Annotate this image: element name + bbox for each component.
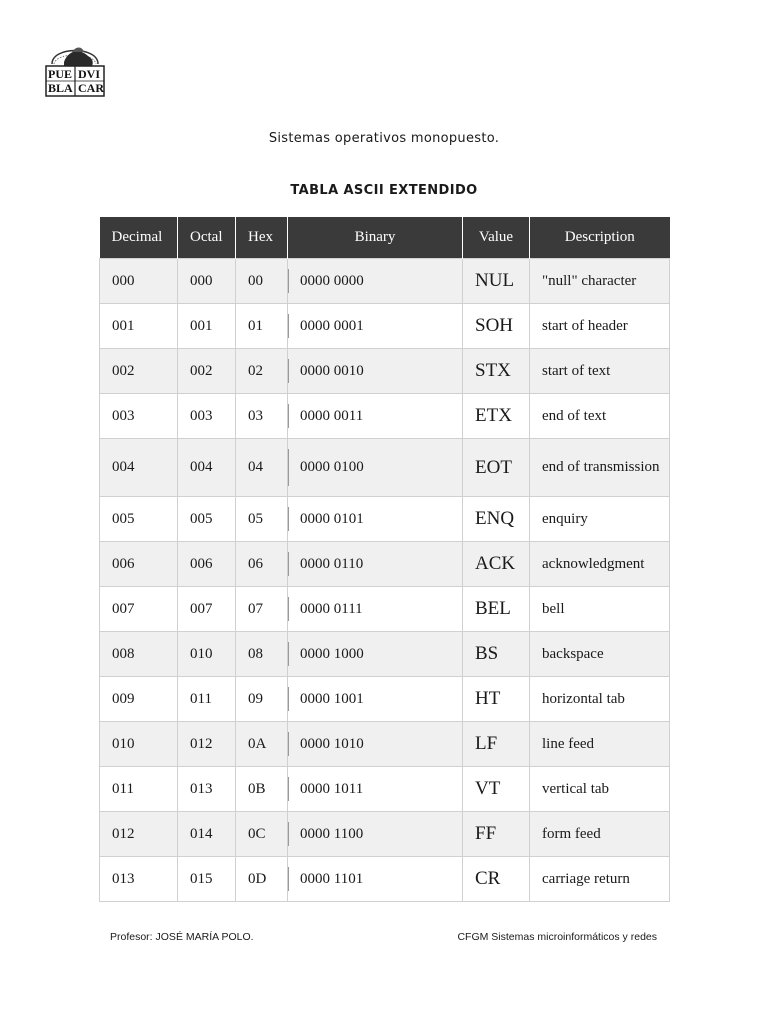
value-cell: ENQ: [463, 497, 530, 542]
value-cell: STX: [463, 349, 530, 394]
binary-cell: 0000 0010: [288, 349, 463, 394]
footer-course: CFGM Sistemas microinformáticos y redes: [457, 931, 657, 943]
table-row: [100, 857, 670, 902]
octal-cell: 012: [178, 722, 236, 767]
svg-text:DVI: DVI: [78, 67, 101, 81]
value-cell: ETX: [463, 394, 530, 439]
header-binary: Binary: [288, 217, 463, 259]
table-row: [100, 767, 670, 812]
document-title: TABLA ASCII EXTENDIDO: [290, 183, 478, 198]
hex-cell: 0A: [236, 722, 288, 767]
value-cell: FF: [463, 812, 530, 857]
decimal-cell: 006: [100, 542, 178, 587]
document-subtitle: Sistemas operativos monopuesto.: [268, 131, 500, 146]
table-row: [100, 394, 670, 439]
description-cell: start of header: [530, 304, 670, 349]
header-decimal: Decimal: [100, 217, 178, 259]
header-value: Value: [463, 217, 530, 259]
decimal-cell: 013: [100, 857, 178, 902]
description-cell: line feed: [530, 722, 670, 767]
hex-cell: 0C: [236, 812, 288, 857]
binary-cell: 0000 0100: [288, 439, 463, 497]
footer-teacher: Profesor: JOSÉ MARÍA POLO.: [110, 931, 254, 943]
octal-cell: 014: [178, 812, 236, 857]
binary-cell: 0000 1101: [288, 857, 463, 902]
description-cell: start of text: [530, 349, 670, 394]
binary-cell: 0000 1000: [288, 632, 463, 677]
binary-cell: 0000 0110: [288, 542, 463, 587]
table-row: [100, 722, 670, 767]
description-cell: end of text: [530, 394, 670, 439]
table-row: [100, 259, 670, 304]
header-description: Description: [530, 217, 670, 259]
header-octal: Octal: [178, 217, 236, 259]
hex-cell: 06: [236, 542, 288, 587]
hex-cell: 07: [236, 587, 288, 632]
description-cell: "null" character: [530, 259, 670, 304]
binary-cell: 0000 0111: [288, 587, 463, 632]
binary-cell: 0000 0000: [288, 259, 463, 304]
octal-cell: 013: [178, 767, 236, 812]
decimal-cell: 001: [100, 304, 178, 349]
binary-cell: 0000 1010: [288, 722, 463, 767]
decimal-cell: 012: [100, 812, 178, 857]
description-cell: horizontal tab: [530, 677, 670, 722]
svg-text:BLA: BLA: [48, 81, 73, 95]
decimal-cell: 009: [100, 677, 178, 722]
binary-cell: 0000 0101: [288, 497, 463, 542]
binary-cell: 0000 1100: [288, 812, 463, 857]
octal-cell: 010: [178, 632, 236, 677]
octal-cell: 007: [178, 587, 236, 632]
decimal-cell: 003: [100, 394, 178, 439]
svg-text:PUE: PUE: [48, 67, 72, 81]
table-row: [100, 304, 670, 349]
table-row: [100, 587, 670, 632]
school-logo: [42, 38, 108, 98]
value-cell: LF: [463, 722, 530, 767]
school-logo-icon: [42, 38, 108, 98]
hex-cell: 04: [236, 439, 288, 497]
decimal-cell: 000: [100, 259, 178, 304]
table-row: [100, 542, 670, 587]
hex-cell: 00: [236, 259, 288, 304]
table-header-row: [100, 217, 670, 259]
description-cell: end of transmission: [530, 439, 670, 497]
ascii-table: [99, 217, 670, 902]
description-cell: enquiry: [530, 497, 670, 542]
description-cell: acknowledgment: [530, 542, 670, 587]
hex-cell: 08: [236, 632, 288, 677]
header-hex: Hex: [236, 217, 288, 259]
octal-cell: 002: [178, 349, 236, 394]
decimal-cell: 002: [100, 349, 178, 394]
hex-cell: 0D: [236, 857, 288, 902]
hex-cell: 01: [236, 304, 288, 349]
value-cell: BEL: [463, 587, 530, 632]
binary-cell: 0000 1011: [288, 767, 463, 812]
hex-cell: 03: [236, 394, 288, 439]
hex-cell: 09: [236, 677, 288, 722]
octal-cell: 011: [178, 677, 236, 722]
decimal-cell: 004: [100, 439, 178, 497]
description-cell: vertical tab: [530, 767, 670, 812]
octal-cell: 015: [178, 857, 236, 902]
description-cell: backspace: [530, 632, 670, 677]
table-row: [100, 497, 670, 542]
hex-cell: 0B: [236, 767, 288, 812]
value-cell: BS: [463, 632, 530, 677]
binary-cell: 0000 0001: [288, 304, 463, 349]
table-row: [100, 349, 670, 394]
octal-cell: 000: [178, 259, 236, 304]
value-cell: CR: [463, 857, 530, 902]
octal-cell: 001: [178, 304, 236, 349]
value-cell: NUL: [463, 259, 530, 304]
octal-cell: 006: [178, 542, 236, 587]
description-cell: form feed: [530, 812, 670, 857]
description-cell: bell: [530, 587, 670, 632]
description-cell: carriage return: [530, 857, 670, 902]
decimal-cell: 007: [100, 587, 178, 632]
hex-cell: 02: [236, 349, 288, 394]
decimal-cell: 008: [100, 632, 178, 677]
octal-cell: 003: [178, 394, 236, 439]
value-cell: SOH: [463, 304, 530, 349]
octal-cell: 005: [178, 497, 236, 542]
value-cell: HT: [463, 677, 530, 722]
decimal-cell: 005: [100, 497, 178, 542]
value-cell: VT: [463, 767, 530, 812]
value-cell: EOT: [463, 439, 530, 497]
hex-cell: 05: [236, 497, 288, 542]
value-cell: ACK: [463, 542, 530, 587]
table-row: [100, 812, 670, 857]
table-row: [100, 439, 670, 497]
svg-text:CAR: CAR: [78, 81, 104, 95]
decimal-cell: 010: [100, 722, 178, 767]
decimal-cell: 011: [100, 767, 178, 812]
table-row: [100, 632, 670, 677]
octal-cell: 004: [178, 439, 236, 497]
binary-cell: 0000 1001: [288, 677, 463, 722]
binary-cell: 0000 0011: [288, 394, 463, 439]
table-row: [100, 677, 670, 722]
